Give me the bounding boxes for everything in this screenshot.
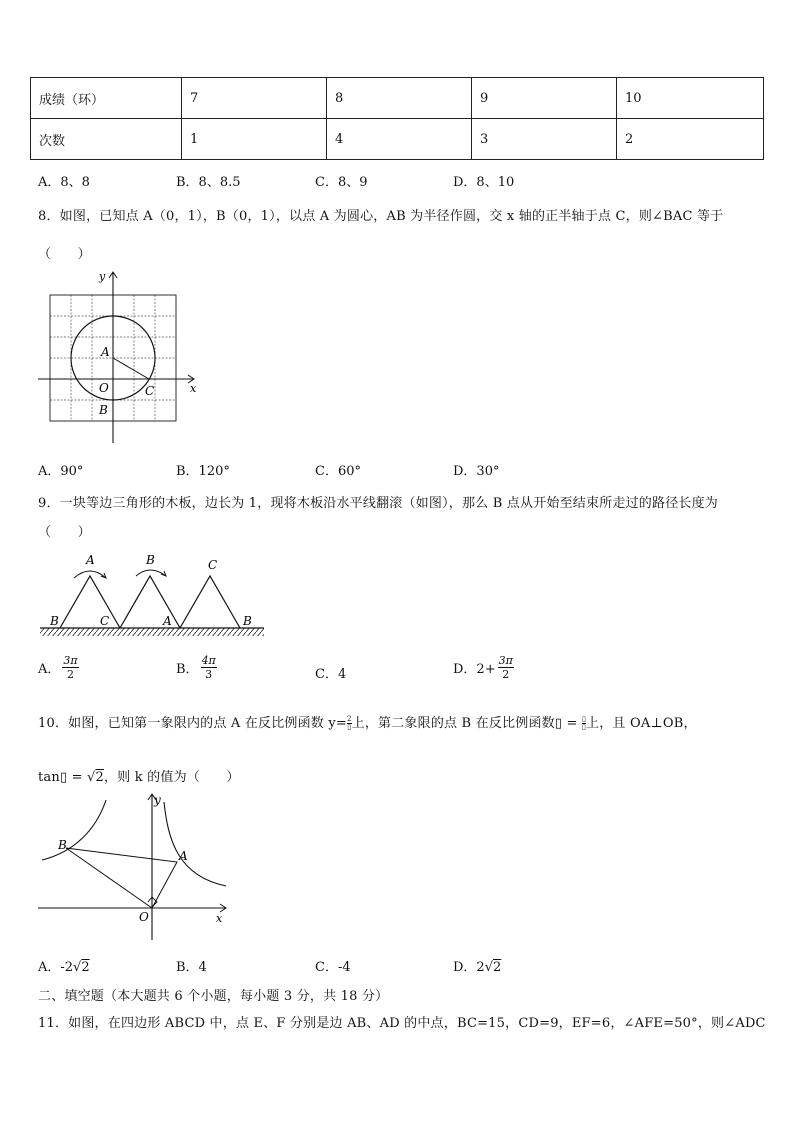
q8-label-y: y [99,270,106,283]
q9-figure [36,548,268,640]
q8-label-x: x [190,382,197,395]
q8-label-o: O [99,381,109,395]
q7-option-a: A．8、8 [38,175,90,190]
q10-option-c: C．-4 [315,960,351,975]
q7-option-d: D．8、10 [453,175,515,190]
table-cell: 10 [617,78,764,119]
table-row [31,119,764,160]
section-title: 二、填空题（本大题共 6 个小题，每小题 3 分，共 18 分） [38,989,389,1004]
table-cell: 成绩（环） [31,78,182,119]
table-cell: 3 [472,119,617,160]
table-cell: 2 [617,119,764,160]
q9-label-top-b: B [146,553,155,567]
q11-stem: 11．如图，在四边形 ABCD 中，点 E、F 分别是边 AB、AD 的中点，BC=15，CD=9，EF=6，∠AFE=50°，则∠ADC [38,1016,766,1031]
table-cell: 8 [327,78,472,119]
q8-label-b: B [99,403,108,417]
q9-label-bottom-b1: B [50,614,59,628]
q10-label-a: A [179,849,188,863]
q9-label-bottom-a: A [163,614,172,628]
table-cell: 次数 [31,119,182,160]
q8-figure [36,268,206,448]
q8-option-a: A．90° [38,464,84,479]
q10-label-x: x [216,912,223,925]
q10-label-o: O [139,910,149,924]
q10-option-a: A．-2√2 [38,960,90,975]
q8-paren: （ ） [38,247,91,262]
q10-label-b: B [58,838,67,852]
q8-option-d: D．30° [453,464,500,479]
q10-stem-line2: tan▯ = √2，则 k 的值为（ ） [38,770,240,785]
table-cell: 1 [182,119,327,160]
score-table [30,77,764,160]
q8-label-a: A [101,345,110,359]
q9-stem: 9．一块等边三角形的木板，边长为 1，现将木板沿水平线翻滚（如图），那么 B 点从开始至结束所走过的路径长度为 [38,496,718,511]
q10-stem-line1: 10．如图，已知第一象限内的点 A 在反比例函数 y= 2 ▯上，第二象限的点 B 在反比例函数▯ = ▯ ▯上，且 OA⊥OB， [38,715,697,731]
q10-figure [36,790,232,942]
q9-label-bottom-c: C [100,614,110,628]
q9-option-b: B． $\frac{4\pi}{3}$ [176,654,216,681]
q10-label-y: y [154,793,161,807]
q7-option-b: B．8、8.5 [176,175,241,190]
q8-label-c: C [145,384,155,398]
q9-option-c: C．4 [315,667,347,682]
q10-option-d: D．2√2 [453,960,502,975]
q8-option-c: C．60° [315,464,361,479]
q7-option-c: C．8、9 [315,175,368,190]
table-cell: 9 [472,78,617,119]
q9-label-top-a: A [86,553,95,567]
q9-paren: （ ） [38,525,91,540]
q9-label-top-c: C [208,558,218,572]
table-cell: 4 [327,119,472,160]
q9-label-bottom-b2: B [243,614,252,628]
q9-option-a: A． $\frac{3\pi}{2}$ [38,654,78,681]
table-cell: 7 [182,78,327,119]
q9-option-d: D．2+ $\frac{3\pi}{2}$ [453,654,513,681]
q10-option-b: B．4 [176,960,207,975]
q8-stem: 8．如图，已知点 A（0，1），B（0，1），以点 A 为圆心，AB 为半径作圆，交 x 轴的正半轴于点 C，则∠BAC 等于 [38,209,724,224]
table-row [31,78,764,119]
q8-option-b: B．120° [176,464,230,479]
